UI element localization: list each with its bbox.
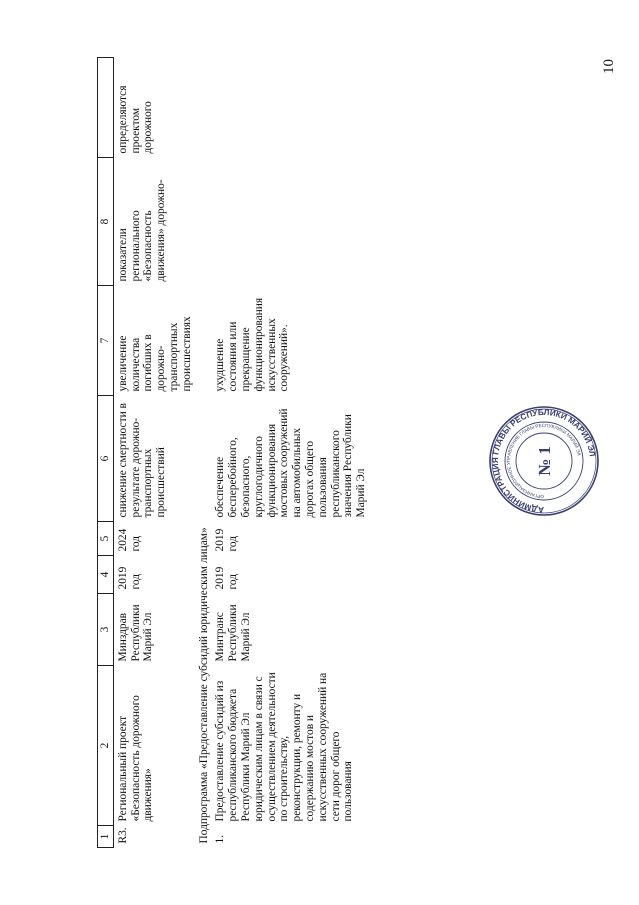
row-name: Региональный проект «Безопасность дорожного движения» bbox=[116, 695, 155, 822]
col-header: 5 bbox=[98, 522, 114, 556]
row-start: 2019 год bbox=[214, 566, 240, 590]
subprogram-title: Подпрограмма «Предоставление субсидий юридическим лицам» bbox=[197, 527, 210, 844]
col-header: 8 bbox=[98, 158, 114, 286]
row-extra: определяются проектом дорожного bbox=[116, 85, 155, 154]
row-link-extra: дорожно- bbox=[155, 179, 168, 226]
col-header: 3 bbox=[98, 594, 114, 666]
row-executor: Минздрав Республики Марий Эл bbox=[116, 604, 155, 662]
row-end: 2019 год bbox=[214, 528, 240, 552]
row-number: R3. bbox=[116, 827, 129, 844]
header-row bbox=[98, 58, 114, 848]
program-table bbox=[97, 57, 370, 848]
table-row bbox=[212, 58, 370, 848]
col-header: 2 bbox=[98, 666, 114, 826]
row-number: 1. bbox=[214, 834, 227, 844]
table-row bbox=[113, 58, 195, 848]
row-result: обеспечение бесперебойного, безопасного, круглогодичного функционирования мостовых сооружений на автомобильных дорогах общего пользования республиканского значения Республики Марий Эл bbox=[214, 408, 368, 518]
row-end: 2024 год bbox=[116, 528, 142, 552]
col-header bbox=[98, 58, 114, 158]
row-link-text: показатели регионального «Безопасность движения» bbox=[116, 210, 168, 282]
row-consequence: увеличение количества погибших в дорожно-транспортных происшествиях bbox=[116, 316, 193, 392]
row-name: Предоставление субсидий из республиканского бюджета Республики Марий Эл юридическим лицам в связи с осуществлением деятельности по строительству, реконструкции, ремонту и содержанию мостов и искусственных сооружений на сети дорог общего пользования bbox=[214, 672, 355, 822]
subprogram-row bbox=[196, 58, 213, 848]
row-result: снижение смертности в результате дорожно-транспортных происшествий bbox=[116, 403, 168, 518]
row-link bbox=[212, 158, 370, 286]
row-consequence: ухудшение состояния или прекращение функционирования искусственных сооружений». bbox=[214, 297, 291, 392]
col-header: 7 bbox=[98, 286, 114, 396]
page-number: 10 bbox=[601, 59, 617, 74]
col-header: 6 bbox=[98, 396, 114, 522]
row-link bbox=[113, 158, 195, 286]
row-start: 2019 год bbox=[116, 566, 142, 590]
col-header: 4 bbox=[98, 556, 114, 594]
seal-inner-text: ОРГАНИЗАЦИОННОЕ УПРАВЛЕНИЕ ГЛАВЫ РЕСПУБЛИКИ МАРИЙ ЭЛ bbox=[505, 422, 582, 500]
row-executor: Минтранс Республики Марий Эл bbox=[214, 604, 252, 662]
official-seal bbox=[488, 405, 600, 517]
row-extra bbox=[212, 58, 370, 158]
col-header: 1 bbox=[98, 826, 114, 848]
seal-outer-text: АДМИНИСТРАЦИЯ ГЛАВЫ РЕСПУБЛИКИ МАРИЙ ЭЛ bbox=[490, 407, 597, 515]
seal-number: № 1 bbox=[535, 446, 554, 476]
